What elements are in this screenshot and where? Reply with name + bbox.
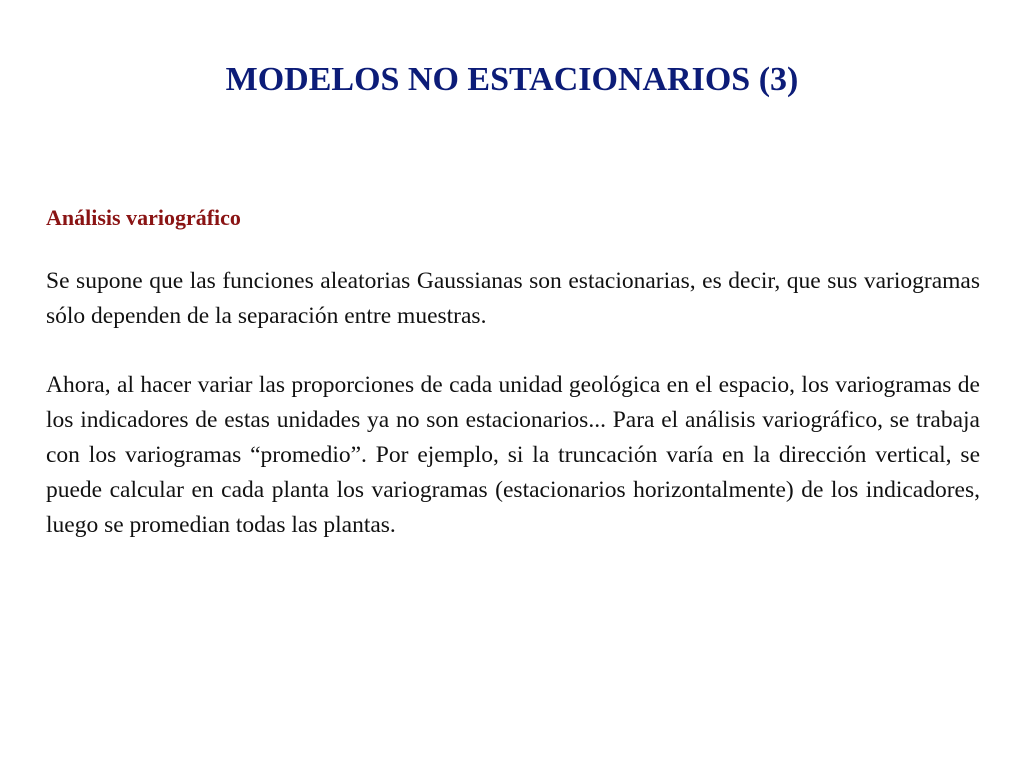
slide-title: MODELOS NO ESTACIONARIOS (3) [225,61,799,98]
paragraph-stationarity: Se supone que las funciones aleatorias Gaussianas son estacionarias, es decir, que sus variogramas sólo dependen de la separación entre muestras. [46,268,980,329]
paragraph-variogram-analysis: Ahora, al hacer variar las proporciones de cada unidad geológica en el espacio, los variogramas de los indicadores de estas unidades ya no son estacionarios... Para el análisis variográfico, se trabaja con los variogramas “promedio”. Por ejemplo, si la truncación varía en la dirección vertical, se puede calcular en cada planta los variogramas (estacionarios horizontalmente) de los indicadores, luego se promedian todas las plantas. [46,372,980,538]
section-heading: Análisis variográfico [46,205,241,230]
